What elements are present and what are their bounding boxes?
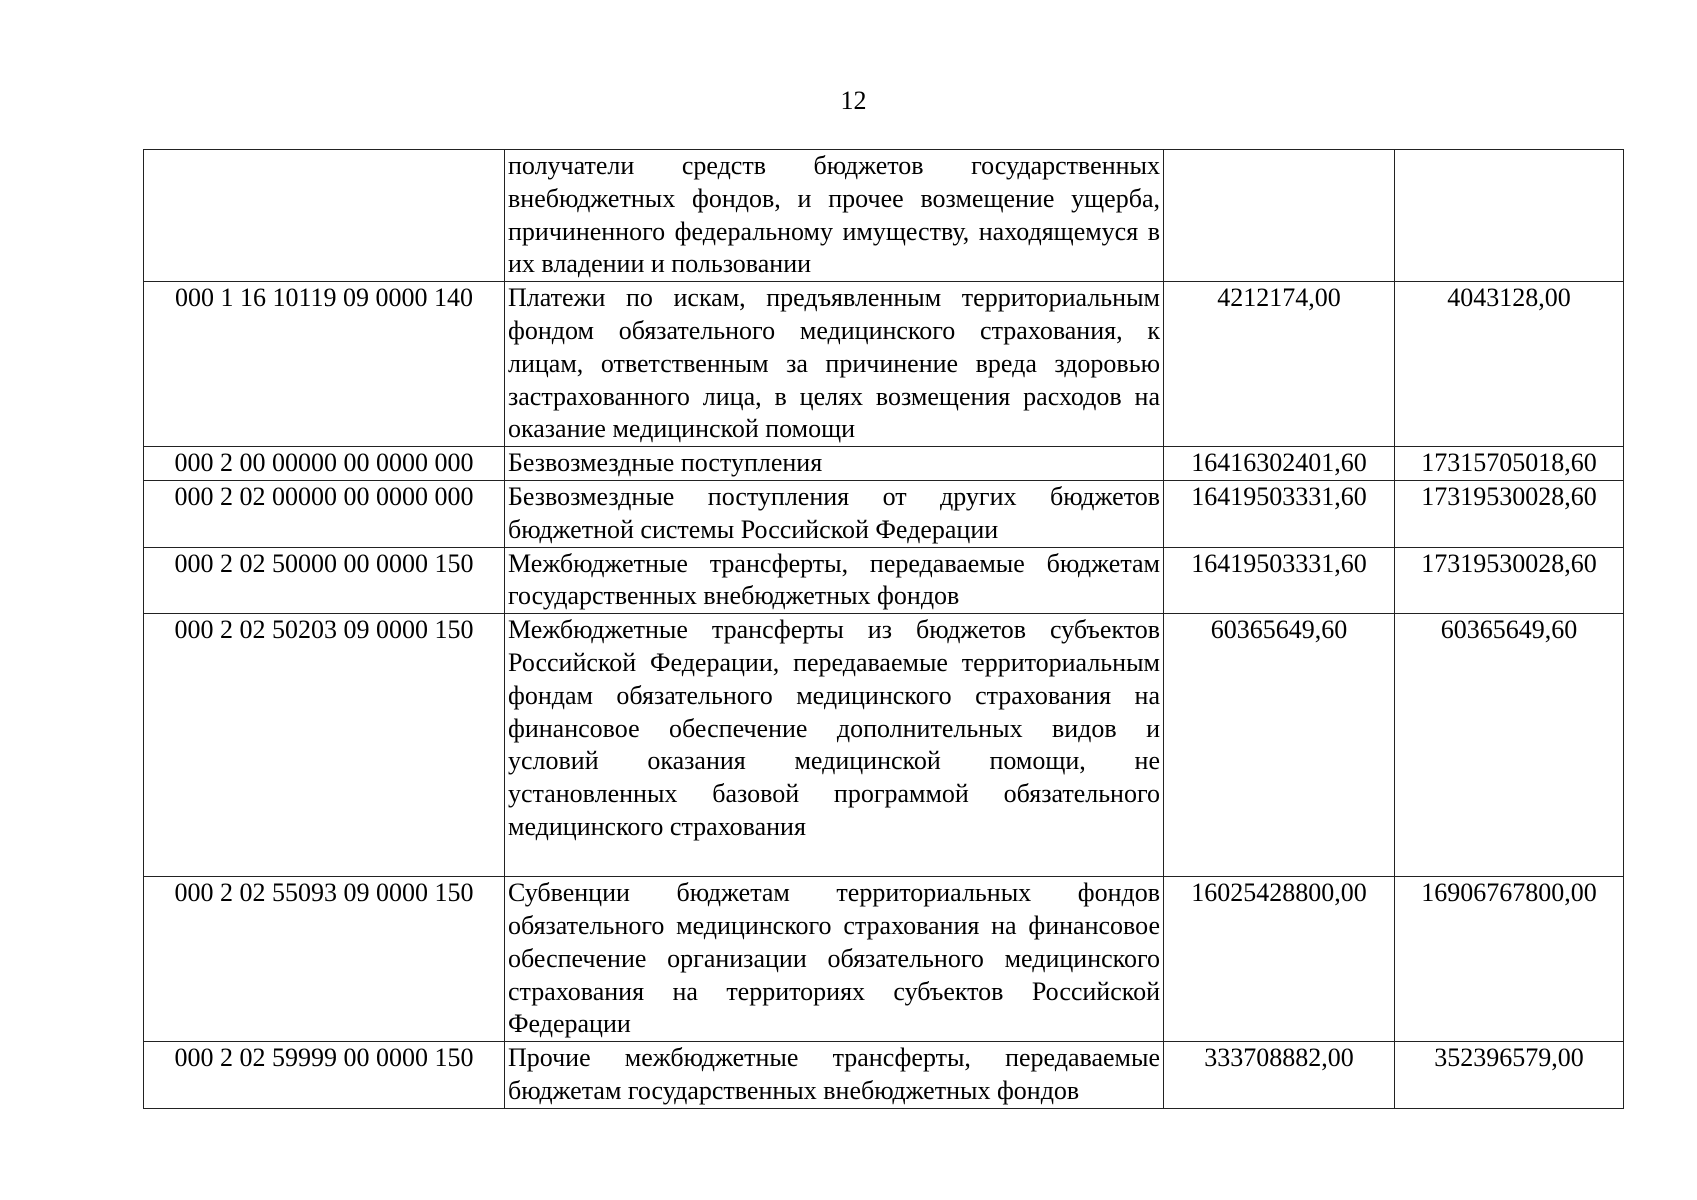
table-row [144,282,1624,447]
value-2-cell: 4043128,00 [1395,282,1624,447]
value-1-cell: 60365649,60 [1164,614,1395,877]
page-number: 12 [840,86,867,115]
name-cell: Платежи по искам, предъявленным территориальным фондом обязательного медицинского страхования, к лицам, ответственным за причинение вреда здоровью застрахованного лица, в целях возмещения расходов на оказание медицинской помощи [505,282,1164,447]
value-2-cell: 17315705018,60 [1395,447,1624,481]
name-cell: Безвозмездные поступления от других бюджетов бюджетной системы Российской Федерации [505,480,1164,547]
value-1-cell: 16416302401,60 [1164,447,1395,481]
table-row [144,447,1624,481]
value-2-cell: 16906767800,00 [1395,877,1624,1042]
table-row [144,877,1624,1042]
value-1-cell: 4212174,00 [1164,282,1395,447]
name-cell: Межбюджетные трансферты, передаваемые бюджетам государственных внебюджетных фондов [505,547,1164,614]
name-cell: Прочие межбюджетные трансферты, передаваемые бюджетам государственных внебюджетных фондов [505,1042,1164,1109]
code-cell: 000 2 02 55093 09 0000 150 [144,877,505,1042]
code-cell: 000 2 02 50203 09 0000 150 [144,614,505,877]
code-cell: 000 2 02 50000 00 0000 150 [144,547,505,614]
value-2-cell: 60365649,60 [1395,614,1624,877]
value-1-cell: 16419503331,60 [1164,480,1395,547]
name-cell: Межбюджетные трансферты из бюджетов субъектов Российской Федерации, передаваемые территориальным фондам обязательного медицинского страхования на финансовое обеспечение дополнительных видов и условий оказания медицинской помощи, не установленных базовой программой обязательного медицинского страхования [505,614,1164,877]
name-cell: получатели средств бюджетов государственных внебюджетных фондов, и прочее возмещение ущерба, причиненного федеральному имуществу, находящемуся в их владении и пользовании [505,150,1164,282]
name-cell: Безвозмездные поступления [505,447,1164,481]
name-cell: Субвенции бюджетам территориальных фондов обязательного медицинского страхования на финансовое обеспечение организации обязательного медицинского страхования на территориях субъектов Российской Федерации [505,877,1164,1042]
value-2-cell: 352396579,00 [1395,1042,1624,1109]
value-1-cell: 16419503331,60 [1164,547,1395,614]
value-2-cell: 17319530028,60 [1395,480,1624,547]
code-cell: 000 2 00 00000 00 0000 000 [144,447,505,481]
table-row [144,547,1624,614]
code-cell [144,150,505,282]
code-cell: 000 2 02 00000 00 0000 000 [144,480,505,547]
value-2-cell: 17319530028,60 [1395,547,1624,614]
value-1-cell [1164,150,1395,282]
table-row [144,150,1624,282]
code-cell: 000 1 16 10119 09 0000 140 [144,282,505,447]
table-row [144,1042,1624,1109]
table-row [144,480,1624,547]
budget-revenue-table [143,149,1624,1109]
table-row [144,614,1624,877]
code-cell: 000 2 02 59999 00 0000 150 [144,1042,505,1109]
value-2-cell [1395,150,1624,282]
value-1-cell: 333708882,00 [1164,1042,1395,1109]
value-1-cell: 16025428800,00 [1164,877,1395,1042]
